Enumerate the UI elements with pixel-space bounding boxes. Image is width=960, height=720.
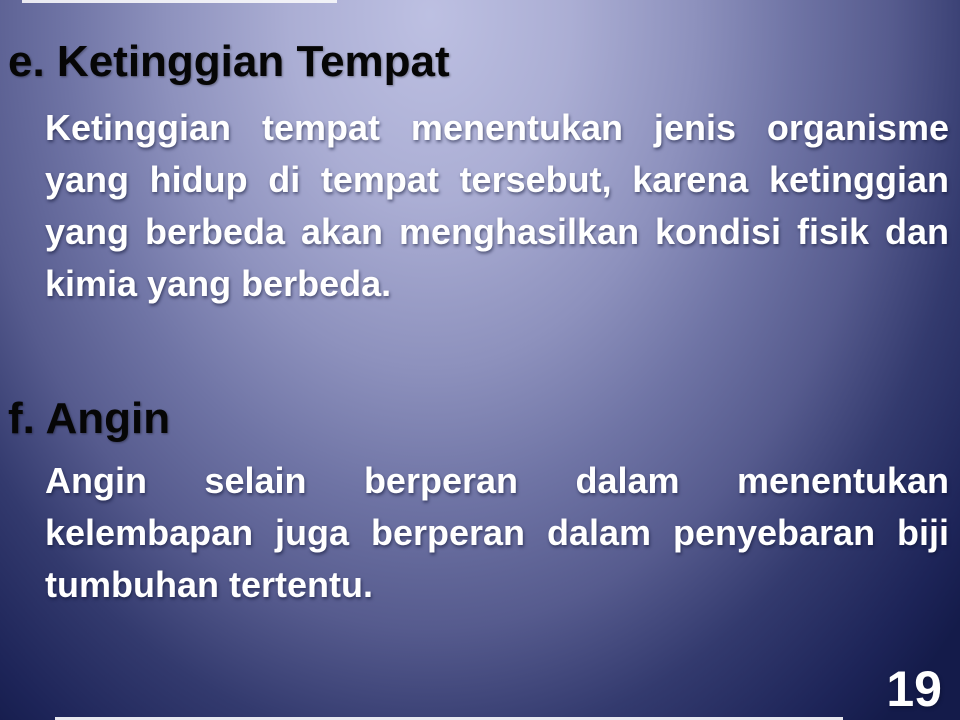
section-body-ketinggian-tempat: Ketinggian tempat menentukan jenis organisme yang hidup di tempat tersebut, karena ketinggian yang berbeda akan menghasilkan kondisi fisik dan kimia yang berbeda. xyxy=(45,107,949,304)
section-body-angin: Angin selain berperan dalam menentukan kelembapan juga berperan dalam penyebaran biji tumbuhan tertentu. xyxy=(45,460,949,605)
top-edge-highlight xyxy=(22,0,337,3)
section-heading-ketinggian-tempat: e. Ketinggian Tempat xyxy=(8,37,450,86)
section-heading-angin: f. Angin xyxy=(8,394,171,443)
page-number: 19 xyxy=(886,661,942,717)
